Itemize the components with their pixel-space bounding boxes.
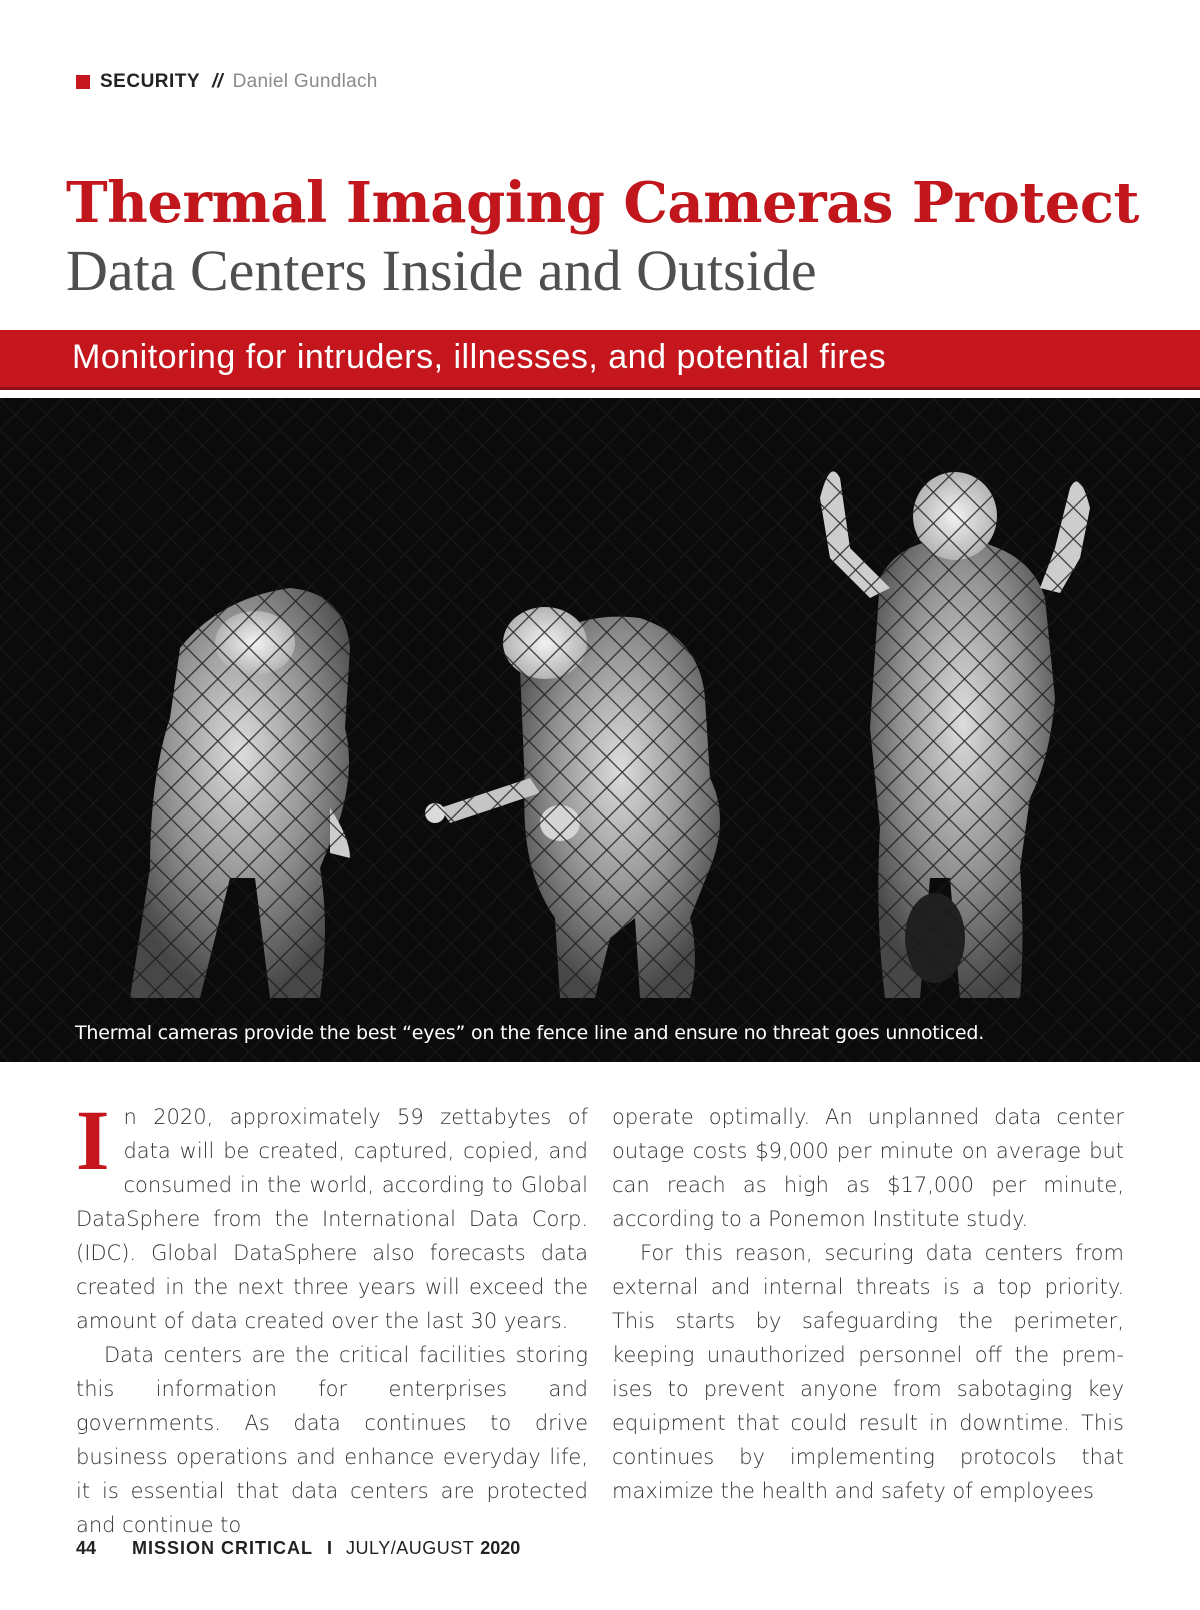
- headline-line-2: Data Centers Inside and Outside: [66, 238, 817, 303]
- body-column-right: [612, 1100, 1124, 1508]
- kicker-separator: //: [212, 71, 223, 92]
- section-kicker: [76, 70, 378, 94]
- subheadline: Monitoring for intruders, illnesses, and potential fires: [72, 338, 887, 376]
- headline-line-1: Thermal Imaging Cameras Protect: [66, 170, 1139, 236]
- page-number: 44: [76, 1538, 97, 1558]
- thermal-photo: [0, 398, 1200, 1062]
- thermal-figures-illustration: [0, 398, 1200, 1062]
- paragraph-4: For this reason, securing data centers from external and internal threats is a top priority. This starts by safeguarding the perimeter, keeping unauthorized personnel off the premises to prevent anyone from sabotaging key equipment that could result in downtime. This continues by implementing protocols that maximize the health and safety of employees: [612, 1241, 1124, 1503]
- body-column-left: [76, 1092, 588, 1542]
- issue-date: JULY/AUGUST: [346, 1538, 475, 1558]
- paragraph-2: Data centers are the critical facilities storing this information for enterprises and governments. As data continues to drive business operations and enhance everyday life, it is essential that data centers are protected and continue to: [76, 1343, 588, 1537]
- photo-caption: Thermal cameras provide the best “eyes” on the fence line and ensure no threat goes unnoticed.: [75, 1022, 985, 1044]
- issue-year: 2020: [480, 1538, 521, 1558]
- footer-divider: I: [327, 1538, 333, 1558]
- subheadline-bar: [0, 330, 1200, 390]
- section-marker-square: [76, 75, 90, 89]
- author-name: Daniel Gundlach: [232, 71, 378, 92]
- section-label: SECURITY: [100, 71, 201, 92]
- magazine-name: MISSION CRITICAL: [132, 1538, 314, 1558]
- drop-cap: I: [76, 1092, 110, 1188]
- page-footer: [76, 1538, 520, 1559]
- paragraph-1: [76, 1092, 588, 1338]
- paragraph-3: operate optimally. An unplanned data center outage costs $9,000 per minute on average but can reach as high as $17,000 per minute, according to a Ponemon Institute study.: [612, 1105, 1124, 1231]
- paragraph-1-text: n 2020, approximately 59 zettabytes of data will be created, captured, copied, and consumed in the world, according to Global DataSphere from the International Data Corp. (IDC). Global DataSphere also forecasts data created in the next three years will exceed the amount of data created over the last 30 years.: [76, 1105, 588, 1333]
